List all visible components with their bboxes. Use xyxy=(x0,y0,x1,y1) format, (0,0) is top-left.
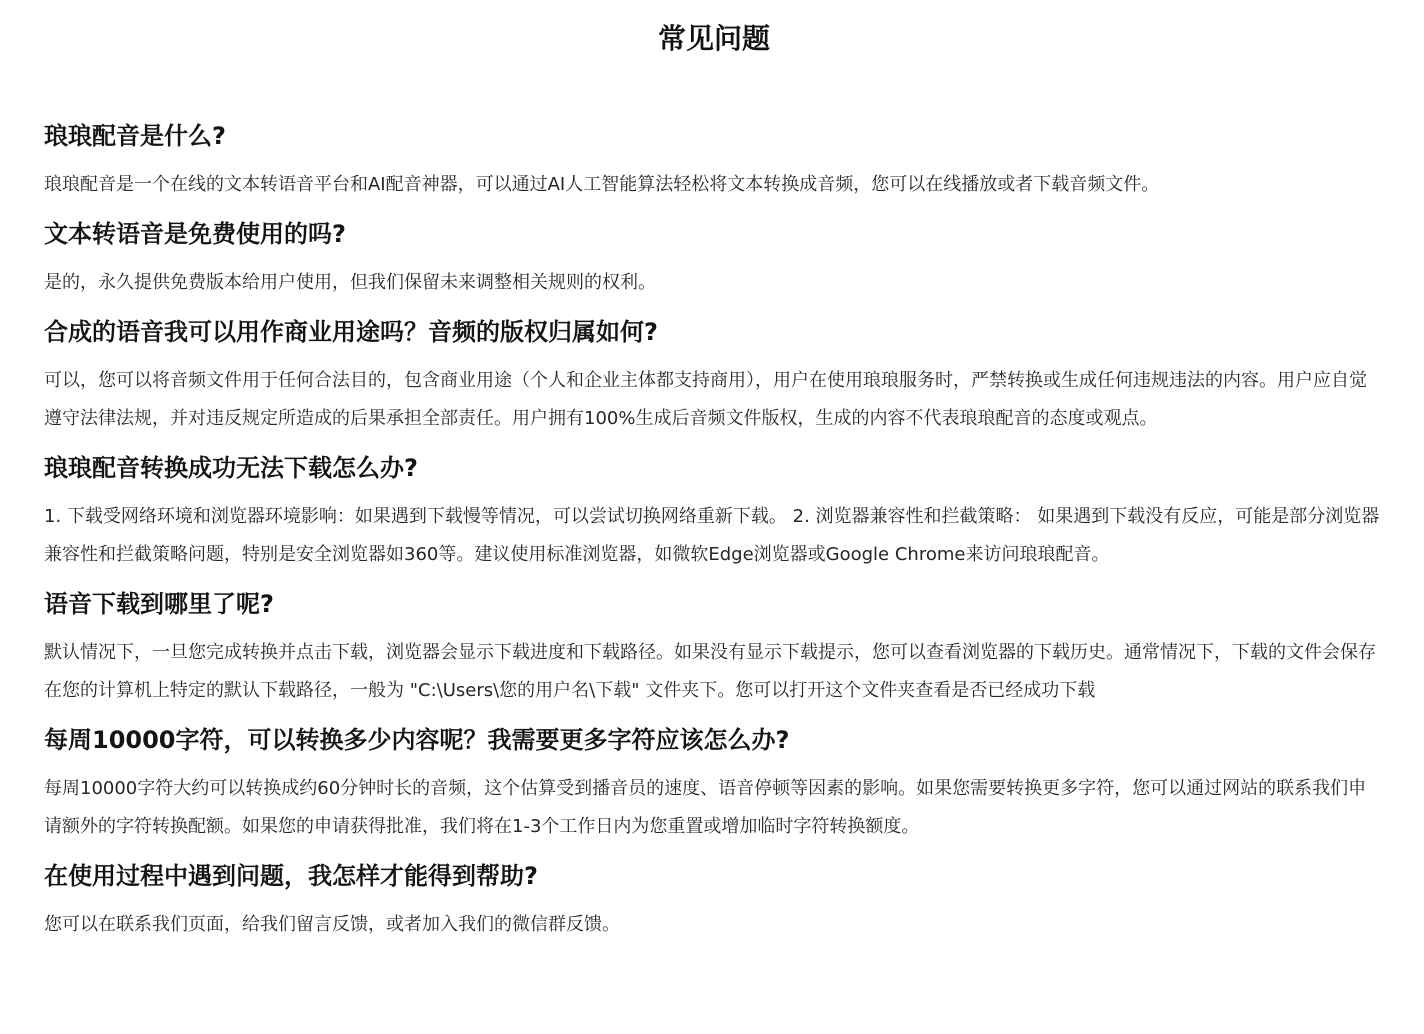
faq-item-download-location xyxy=(44,586,1384,722)
faq-question: 琅琅配音转换成功无法下载怎么办? xyxy=(44,454,418,482)
faq-answer: 琅琅配音是一个在线的文本转语音平台和AI配音神器，可以通过AI人工智能算法轻松将文本转换成音频，您可以在线播放或者下载音频文件。 xyxy=(44,174,1160,195)
faq-answer: 可以，您可以将音频文件用于任何合法目的，包含商业用途（个人和企业主体都支持商用），用户在使用琅琅服务时，严禁转换或生成任何违规违法的内容。用户应自觉遵守法律法规，并对违反规定所造成的后果承担全部责任。用户拥有100%生成后音频文件版权，生成的内容不代表琅琅配音的态度或观点。 xyxy=(44,370,1367,429)
faq-question: 琅琅配音是什么? xyxy=(44,122,226,150)
faq-question: 合成的语音我可以用作商业用途吗？音频的版权归属如何? xyxy=(44,318,658,346)
faq-question: 每周10000字符，可以转换多少内容呢？我需要更多字符应该怎么办? xyxy=(44,726,790,754)
faq-answer: 默认情况下，一旦您完成转换并点击下载，浏览器会显示下载进度和下载路径。如果没有显示下载提示，您可以查看浏览器的下载历史。通常情况下，下载的文件会保存在您的计算机上特定的默认下载路径，一般为 "C:\Users\您的用户名\下载" 文件夹下。您可以打开这个文件夹查看是否已经成功下载 xyxy=(44,642,1376,701)
faq-question: 语音下载到哪里了呢? xyxy=(44,590,274,618)
faq-question: 在使用过程中遇到问题，我怎样才能得到帮助? xyxy=(44,862,538,890)
faq-answer: 您可以在联系我们页面，给我们留言反馈，或者加入我们的微信群反馈。 xyxy=(44,914,620,935)
faq-answer: 是的，永久提供免费版本给用户使用，但我们保留未来调整相关规则的权利。 xyxy=(44,272,656,293)
faq-item-help xyxy=(44,858,1384,956)
faq-answer: 每周10000字符大约可以转换成约60分钟时长的音频，这个估算受到播音员的速度、语音停顿等因素的影响。如果您需要转换更多字符，您可以通过网站的联系我们申请额外的字符转换配额。如果您的申请获得批准，我们将在1-3个工作日内为您重置或增加临时字符转换额度。 xyxy=(44,778,1367,837)
faq-item-commercial-use xyxy=(44,314,1384,450)
faq-item-download-failed xyxy=(44,450,1384,586)
faq-list xyxy=(44,118,1384,956)
page-title: 常见问题 xyxy=(657,22,770,55)
faq-item-character-quota xyxy=(44,722,1384,858)
faq-answer: 1. 下载受网络环境和浏览器环境影响：如果遇到下载慢等情况，可以尝试切换网络重新下载。 2. 浏览器兼容性和拦截策略： 如果遇到下载没有反应，可能是部分浏览器兼容性和拦截策略问题，特别是安全浏览器如360等。建议使用标准浏览器，如微软Edge浏览器或Google Chrome来访问琅琅配音。 xyxy=(44,506,1380,565)
faq-question: 文本转语音是免费使用的吗? xyxy=(44,220,346,248)
faq-item-what-is xyxy=(44,118,1384,216)
faq-item-free xyxy=(44,216,1384,314)
